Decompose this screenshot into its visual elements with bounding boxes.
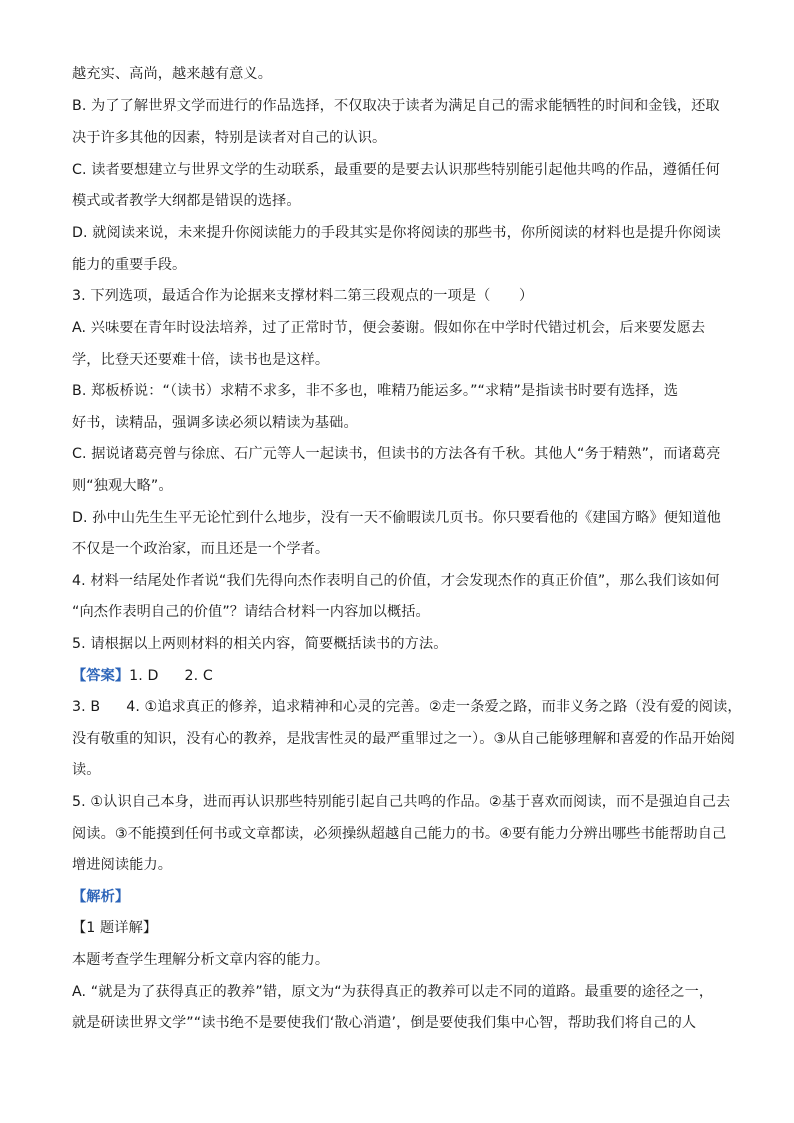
option-c-line: C. 据说诸葛亮曾与徐庶、石广元等人一起读书，但读书的方法各有千秋。其他人“务于精熟”，而诸葛亮 xyxy=(72,446,721,462)
option-c-line: C. 读者要想建立与世界文学的生动联系，最重要的是要去认识那些特别能引起他共鸣的作品，遵循任何 xyxy=(72,162,720,178)
analysis-label: 【解析】 xyxy=(72,889,130,905)
answer-4-line: 没有敬重的知识，没有心的教养，是戕害性灵的最严重罪过之一）。③从自己能够理解和喜爱的作品开始阅 xyxy=(72,731,735,747)
text-line: 能力的重要手段。 xyxy=(72,257,187,273)
text-line: 则“独观大略”。 xyxy=(72,478,173,494)
detail-label: 【1 题详解】 xyxy=(72,920,158,936)
option-d-line: D. 就阅读来说，未来提升你阅读能力的手段其实是你将阅读的那些书，你所阅读的材料也是提升你阅读 xyxy=(72,225,721,241)
answer-1: 1. D xyxy=(129,668,159,684)
answer-5-line: 阅读。③不能摸到任何书或文章都读，必须操纵超越自己能力的书。④要有能力分辨出哪些书能帮助自己 xyxy=(72,826,727,842)
text-line: 就是研读世界文学”“读书绝不是要使我们‘散心消遣’，倒是要使我们集中心智，帮助我们将自己的人 xyxy=(72,1015,697,1031)
answer-label: 【答案】 xyxy=(72,668,130,684)
text-line: “向杰作表明自己的价值”？请结合材料一内容加以概括。 xyxy=(72,604,430,620)
answer-4-line: 读。 xyxy=(72,762,101,778)
text-line: 好书，读精品，强调多读必须以精读为基础。 xyxy=(72,415,358,431)
question-3: 3. 下列选项，最适合作为论据来支撑材料二第三段观点的一项是（ ） xyxy=(72,288,534,304)
text-line: 学，比登天还要难十倍，读书也是这样。 xyxy=(72,352,330,368)
text-line: 本题考查学生理解分析文章内容的能力。 xyxy=(72,952,330,968)
answer-4-line: 4. ①追求真正的修养，追求精神和心灵的完善。②走一条爱之路，而非义务之路（没有爱的阅读， xyxy=(126,699,742,715)
text-line: 模式或者教学大纲都是错误的选择。 xyxy=(72,193,301,209)
text-line: A. “就是为了获得真正的教养”错，原文为“为获得真正的教养可以走不同的道路。最重要的途径之一， xyxy=(72,984,714,1000)
text-line: 不仅是一个政治家，而且还是一个学者。 xyxy=(72,541,330,557)
question-5: 5. 请根据以上两则材料的相关内容，简要概括读书的方法。 xyxy=(72,636,448,652)
option-d-line: D. 孙中山先生生平无论忙到什么地步，没有一天不偷暇读几页书。你只要看他的《建国方略》便知道他 xyxy=(72,510,721,526)
option-b-line: B. 为了了解世界文学而进行的作品选择，不仅取决于读者为满足自己的需求能牺牲的时间和金钱，还取 xyxy=(72,98,720,114)
text-line: 越充实、高尚，越来越有意义。 xyxy=(72,66,273,82)
answer-row xyxy=(72,666,722,686)
answer-5-line: 5. ①认识自己本身，进而再认识那些特别能引起自己共鸣的作品。②基于喜欢而阅读，而不是强迫自己去 xyxy=(72,794,731,810)
answer-3-4-row xyxy=(72,697,742,717)
question-4: 4. 材料一结尾处作者说“我们先得向杰作表明自己的价值，才会发现杰作的真正价值”，那么我们该如何 xyxy=(72,573,720,589)
answer-5-line: 增进阅读能力。 xyxy=(72,857,173,873)
answer-3: 3. B xyxy=(72,699,101,715)
option-a-line: A. 兴味要在青年时设法培养，过了正常时节，便会萎谢。假如你在中学时代错过机会，后来要发愿去 xyxy=(72,320,706,336)
text-line: 决于许多其他的因素，特别是读者对自己的认识。 xyxy=(72,130,387,146)
answer-2: 2. C xyxy=(184,668,213,684)
option-b-line: B. 郑板桥说：“（读书）求精不求多，非不多也，唯精乃能运多。”“求精”是指读书时要有选择，选 xyxy=(72,383,679,399)
